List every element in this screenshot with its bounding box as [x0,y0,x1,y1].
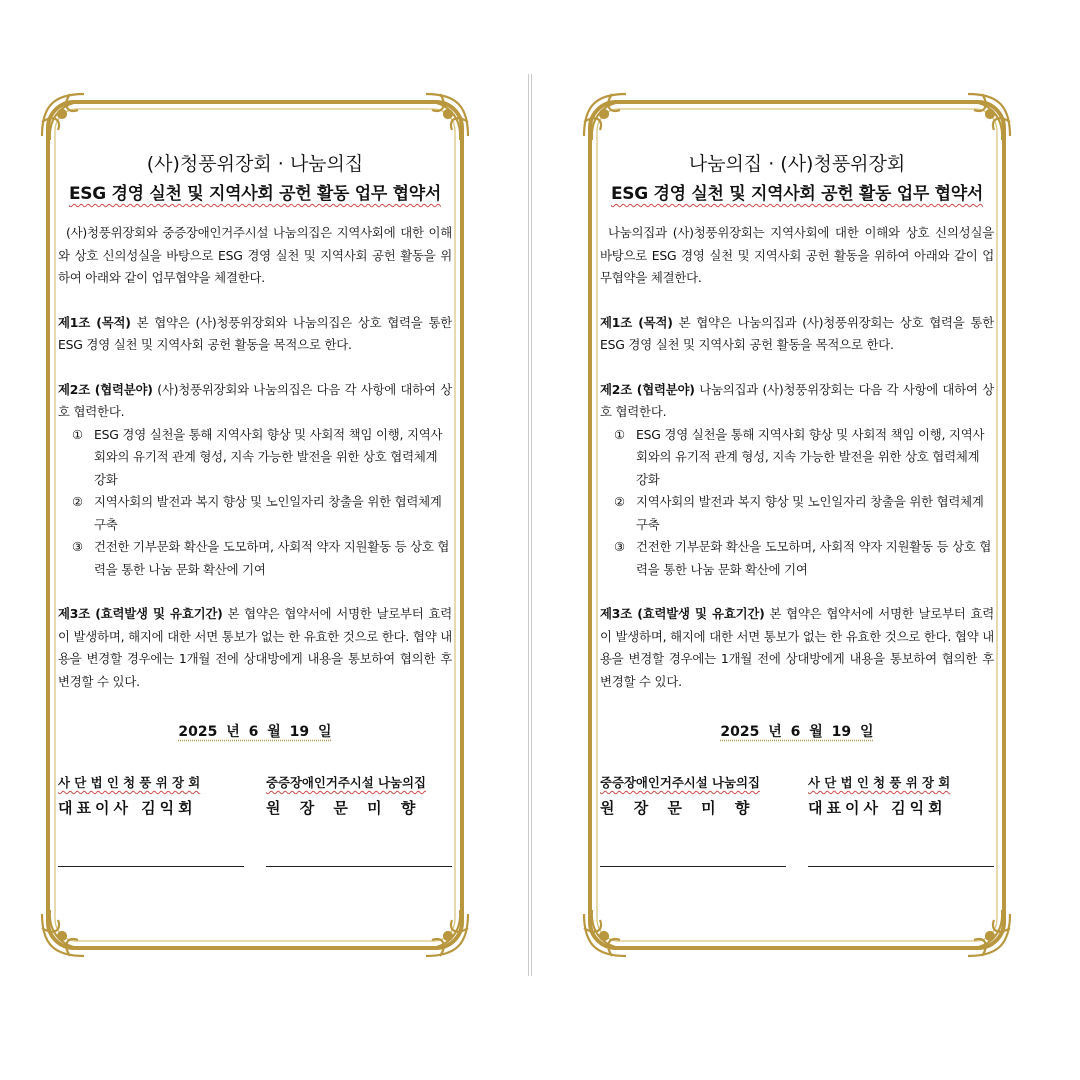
item-number: ① [72,426,83,442]
article-1 [600,312,994,357]
item-text: ESG 경영 실천을 통해 지역사회 향상 및 사회적 책임 이행, 지역사회와의 유기적 관계 형성, 지속 가능한 발전을 위한 상호 협력체계 강화 [94,426,443,487]
signature-block [58,773,452,867]
signatory-org: 사 단 법 인 청 풍 위 장 회 [58,775,201,790]
item-number: ③ [72,539,83,554]
article-1-body: 본 협약은 나눔의집과 (사)청풍위장회는 상호 협력을 통한 ESG 경영 실천 및 지역사회 공헌 활동을 목적으로 한다. [600,314,994,352]
page-divider [528,74,532,976]
article-3-body: 본 협약은 협약서에 서명한 날로부터 효력이 발생하며, 해지에 대한 서면 통보가 없는 한 유효한 것으로 한다. 협약 내용을 변경할 경우에는 1개월 전에 상대방에게 내용을 통보하여 협의한 후 변경할 수 있다. [600,606,995,689]
item-number: ③ [614,539,625,554]
agreement-date: 2025 년 6 월 19 일 [178,724,332,740]
article-3 [600,603,994,693]
item-text: 지역사회의 발전과 복지 향상 및 노인일자리 창출을 위한 협력체계 구축 [94,494,442,532]
agreement-intro: (사)청풍위장회와 중증장애인거주시설 나눔의집은 지역사회에 대한 이해와 상호 신의성실을 바탕으로 ESG 경영 실천 및 지역사회 공헌 활동을 위하여 아래와 같이 업무협약을 체결한다. [58,225,452,285]
agreement-title-parties: (사)청풍위장회 · 나눔의집 [146,153,364,175]
signatory-name: 원 장 문 미 향 [600,799,757,817]
article-1-title: 제1조 (목적) [58,314,131,330]
article-3-title: 제3조 (효력발생 및 유효기간) [58,606,223,621]
article-2-item [58,536,452,581]
item-text: 건전한 기부문화 확산을 도모하며, 사회적 약자 지원활동 등 상호 협력을 통한 나눔 문화 확산에 기여 [636,539,992,577]
item-text: 건전한 기부문화 확산을 도모하며, 사회적 약자 지원활동 등 상호 협력을 통한 나눔 문화 확산에 기여 [94,539,450,577]
article-1-body: 본 협약은 (사)청풍위장회와 나눔의집은 상호 협력을 통한 ESG 경영 실천 및 지역사회 공헌 활동을 목적으로 한다. [58,314,452,352]
item-number: ② [72,494,83,509]
signatory-2 [266,773,452,867]
article-2-title: 제2조 (협력분야) [58,381,153,397]
signature-block [600,773,994,867]
article-2-body: (사)청풍위장회와 나눔의집은 다음 각 사항에 대하여 상호 협력한다. [58,381,452,419]
signatory-org: 사 단 법 인 청 풍 위 장 회 [808,775,951,790]
article-2-body: 나눔의집과 (사)청풍위장회는 다음 각 사항에 대하여 상호 협력한다. [600,381,994,419]
article-2 [600,379,994,424]
agreement-page-left [40,92,470,958]
signatory-org: 중증장애인거주시설 나눔의집 [600,775,760,790]
article-2-item [58,424,452,492]
signatory-name: 대표이사 김익회 [58,799,197,817]
signatory-1 [58,773,244,867]
article-2-item [600,536,994,581]
item-number: ② [614,494,625,509]
article-2-item [600,424,994,492]
item-text: ESG 경영 실천을 통해 지역사회 향상 및 사회적 책임 이행, 지역사회와의 유기적 관계 형성, 지속 가능한 발전을 위한 상호 협력체계 강화 [636,426,985,487]
article-2-item [58,491,452,536]
agreement-date: 2025 년 6 월 19 일 [720,724,874,740]
signature-line[interactable] [808,866,994,867]
agreement-title: ESG 경영 실천 및 지역사회 공헌 활동 업무 협약서 [68,184,442,204]
article-3-title: 제3조 (효력발생 및 유효기간) [600,606,765,621]
item-number: ① [614,426,625,442]
article-2-title: 제2조 (협력분야) [600,381,695,397]
article-2 [58,379,452,424]
agreement-title: ESG 경영 실천 및 지역사회 공헌 활동 업무 협약서 [610,184,984,204]
signature-line[interactable] [266,866,452,867]
signatory-org: 중증장애인거주시설 나눔의집 [266,775,426,790]
signatory-name: 원 장 문 미 향 [266,799,423,817]
item-text: 지역사회의 발전과 복지 향상 및 노인일자리 창출을 위한 협력체계 구축 [636,494,984,532]
article-2-item [600,491,994,536]
article-1 [58,312,452,357]
signatory-1 [600,773,786,867]
agreement-title-parties: 나눔의집 · (사)청풍위장회 [688,153,906,175]
signatory-2 [808,773,994,867]
article-3-body: 본 협약은 협약서에 서명한 날로부터 효력이 발생하며, 해지에 대한 서면 통보가 없는 한 유효한 것으로 한다. 협약 내용을 변경할 경우에는 1개월 전에 상대방에게 내용을 통보하여 협의한 후 변경할 수 있다. [58,606,453,689]
article-1-title: 제1조 (목적) [600,314,673,330]
agreement-intro: 나눔의집과 (사)청풍위장회는 지역사회에 대한 이해와 상호 신의성실을 바탕으로 ESG 경영 실천 및 지역사회 공헌 활동을 위하여 아래와 같이 업무협약을 체결한다. [600,225,994,285]
signature-line[interactable] [58,866,244,867]
signature-line[interactable] [600,866,786,867]
agreement-page-right [582,92,1012,958]
signatory-name: 대표이사 김익회 [808,799,947,817]
article-3 [58,603,452,693]
